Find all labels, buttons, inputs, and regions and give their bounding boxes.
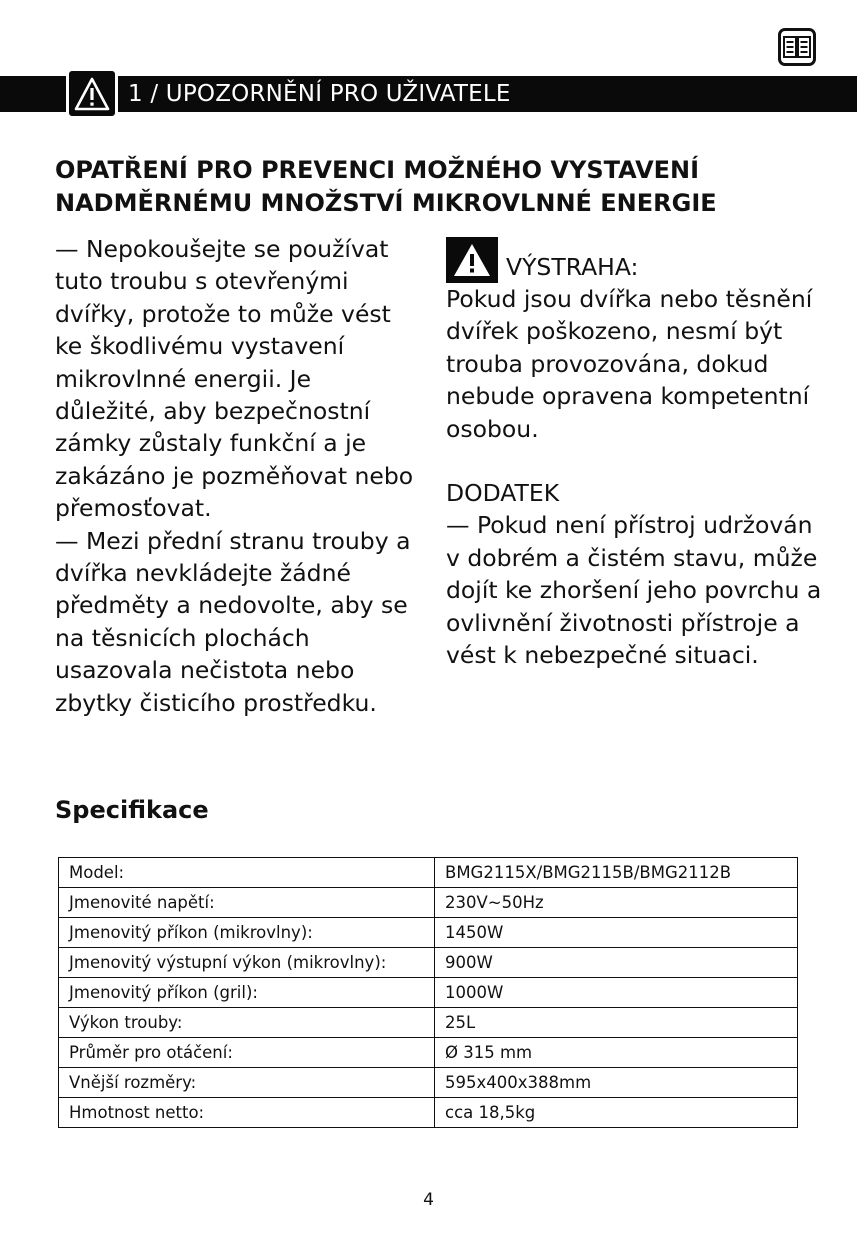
spec-value: 25L	[435, 1008, 798, 1038]
section-title: 1 / UPOZORNĚNÍ PRO UŽIVATELE	[128, 81, 511, 107]
heading-line-1: OPATŘENÍ PRO PREVENCI MOŽNÉHO VYSTAVENÍ	[55, 156, 700, 184]
warning-icon	[66, 68, 118, 119]
warning-heading	[446, 233, 638, 283]
table-row	[59, 1038, 798, 1068]
spec-label: Jmenovitý příkon (mikrovlny):	[59, 918, 435, 948]
spec-value: 595x400x388mm	[435, 1068, 798, 1098]
table-row	[59, 1008, 798, 1038]
spec-value: 1450W	[435, 918, 798, 948]
table-row	[59, 1098, 798, 1128]
manual-book-icon	[778, 28, 816, 66]
specs-title: Specifikace	[55, 796, 209, 824]
right-column	[446, 233, 831, 671]
door-warning-paragraph: — Nepokoušejte se používat tuto troubu s otevřenými dvířky, protože to může vést ke škodlivému vystavení mikrovlnné energii. Je důležité, aby bezpečnostní zámky zůstaly funkční a je zakázáno je pozměňovat nebo přemosťovat.	[55, 235, 414, 523]
page-number: 4	[423, 1190, 434, 1210]
warning-triangle-icon	[446, 237, 498, 283]
spec-value: 900W	[435, 948, 798, 978]
spec-value: 230V~50Hz	[435, 888, 798, 918]
spec-label: Hmotnost netto:	[59, 1098, 435, 1128]
spec-label: Jmenovité napětí:	[59, 888, 435, 918]
addendum-text: — Pokud není přístroj udržován v dobrém a čistém stavu, může dojít ke zhoršení jeho povrchu a ovlivnění životnosti přístroje a vést k nebezpečné situaci.	[446, 511, 822, 670]
spec-label: Výkon trouby:	[59, 1008, 435, 1038]
spec-value: BMG2115X/BMG2115B/BMG2112B	[435, 858, 798, 888]
heading-line-2: NADMĚRNÉMU MNOŽSTVÍ MIKROVLNNÉ ENERGIE	[55, 189, 717, 217]
table-row	[59, 888, 798, 918]
table-row	[59, 918, 798, 948]
spec-label: Jmenovitý výstupní výkon (mikrovlny):	[59, 948, 435, 978]
spec-label: Průměr pro otáčení:	[59, 1038, 435, 1068]
table-row	[59, 948, 798, 978]
spec-value: Ø 315 mm	[435, 1038, 798, 1068]
addendum-title: DODATEK	[446, 479, 560, 508]
seal-cleaning-paragraph: — Mezi přední stranu trouby a dvířka nevkládejte žádné předměty a nedovolte, aby se na těsnicích plochách usazovala nečistota nebo zbytky čisticího prostředku.	[55, 526, 411, 717]
page-heading	[55, 154, 815, 220]
spec-value: cca 18,5kg	[435, 1098, 798, 1128]
spec-label: Vnější rozměry:	[59, 1068, 435, 1098]
table-row	[59, 1068, 798, 1098]
spec-label: Model:	[59, 858, 435, 888]
warning-label: VÝSTRAHA:	[506, 252, 639, 281]
table-row	[59, 858, 798, 888]
spec-value: 1000W	[435, 978, 798, 1008]
table-row	[59, 978, 798, 1008]
warning-text: Pokud jsou dvířka nebo těsnění dvířek poškozeno, nesmí být trouba provozována, dokud nebude opravena kompetentní osobou.	[446, 285, 813, 443]
specs-table	[58, 857, 798, 1128]
spec-label: Jmenovitý příkon (gril):	[59, 978, 435, 1008]
left-column	[55, 233, 415, 719]
